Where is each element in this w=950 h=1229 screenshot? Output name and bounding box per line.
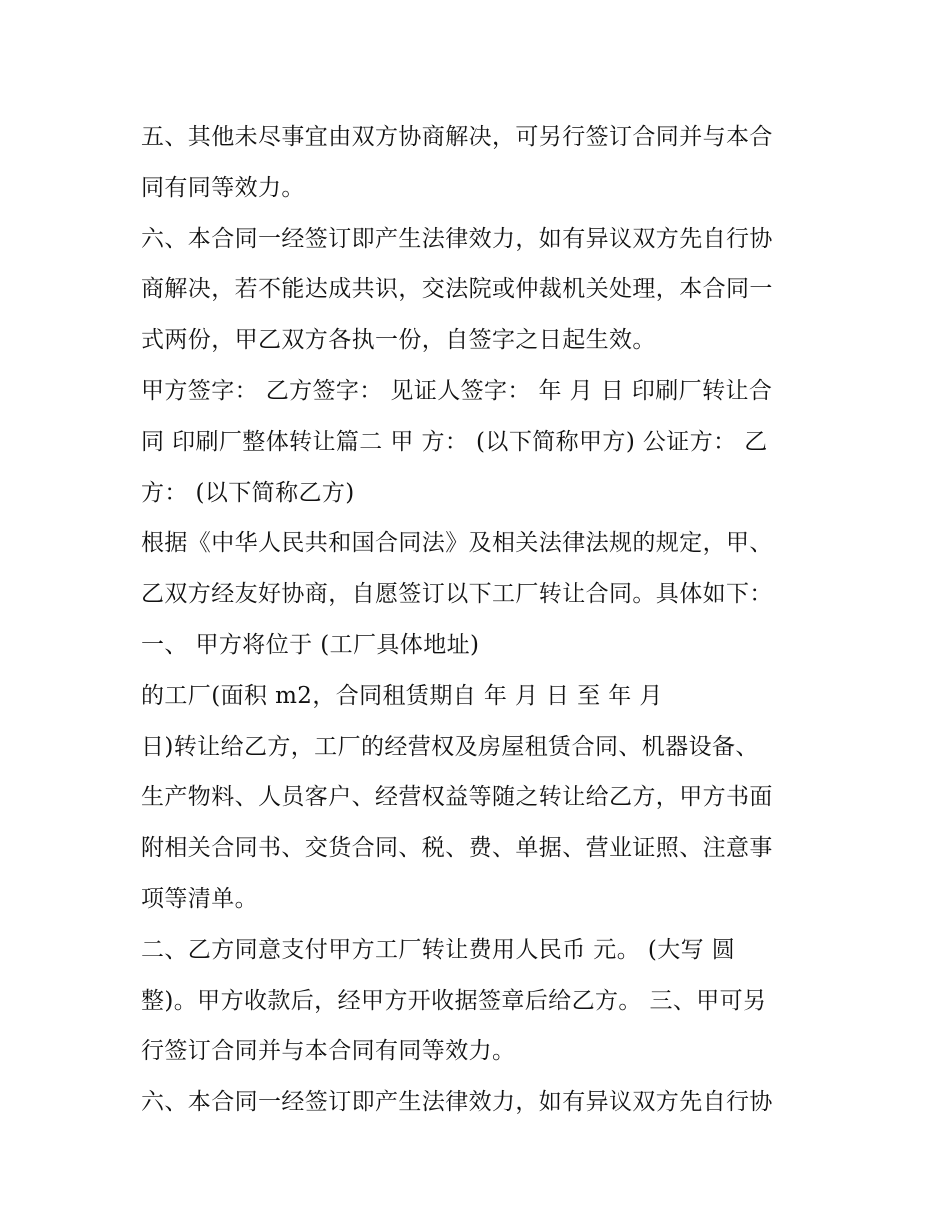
text-line: 附相关合同书、交货合同、税、费、单据、营业证照、注意事 xyxy=(141,835,773,862)
text-line: 日)转让给乙方，工厂的经营权及房屋租赁合同、机器设备、 xyxy=(141,733,759,760)
text-line: 乙双方经友好协商，自愿签订以下工厂转让合同。具体如下： xyxy=(141,581,773,608)
text-line: 生产物料、人员客户、经营权益等随之转让给乙方，甲方书面 xyxy=(141,784,773,811)
text-line: 方： (以下简称乙方) xyxy=(141,479,355,506)
text-line: 五、其他未尽事宜由双方协商解决，可另行签订合同并与本合 xyxy=(141,124,773,150)
text-line: 整)。甲方收款后，经甲方开收据签章后给乙方。 三、甲可另 xyxy=(141,987,767,1014)
text-line: 甲方签字： 乙方签字： 见证人签字： 年 月 日 印刷厂转让合 xyxy=(141,377,773,404)
text-line: 的工厂(面积 m2，合同租赁期自 年 月 日 至 年 月 xyxy=(141,682,663,709)
text-line: 二、乙方同意支付甲方工厂转让费用人民币 元。 (大写 圆 xyxy=(141,936,736,963)
text-line: 商解决，若不能达成共识，交法院或仲裁机关处理，本合同一 xyxy=(141,276,773,303)
text-line: 六、本合同一经签订即产生法律效力，如有异议双方先自行协 xyxy=(141,1089,773,1116)
text-line: 一、 甲方将位于 (工厂具体地址) xyxy=(141,631,480,658)
text-line: 同 印刷厂整体转让篇二 甲 方： (以下简称甲方) 公证方： 乙 xyxy=(141,428,768,455)
text-line: 行签订合同并与本合同有同等效力。 xyxy=(141,1038,516,1065)
text-line: 六、本合同一经签订即产生法律效力，如有异议双方先自行协 xyxy=(141,225,773,252)
text-line: 项等清单。 xyxy=(141,885,258,912)
text-line: 式两份，甲乙双方各执一份，自签字之日起生效。 xyxy=(141,327,656,354)
text-line: 同有同等效力。 xyxy=(141,174,305,201)
contract-text xyxy=(141,112,821,1128)
text-line: 根据《中华人民共和国合同法》及相关法律法规的规定，甲、 xyxy=(141,530,773,557)
